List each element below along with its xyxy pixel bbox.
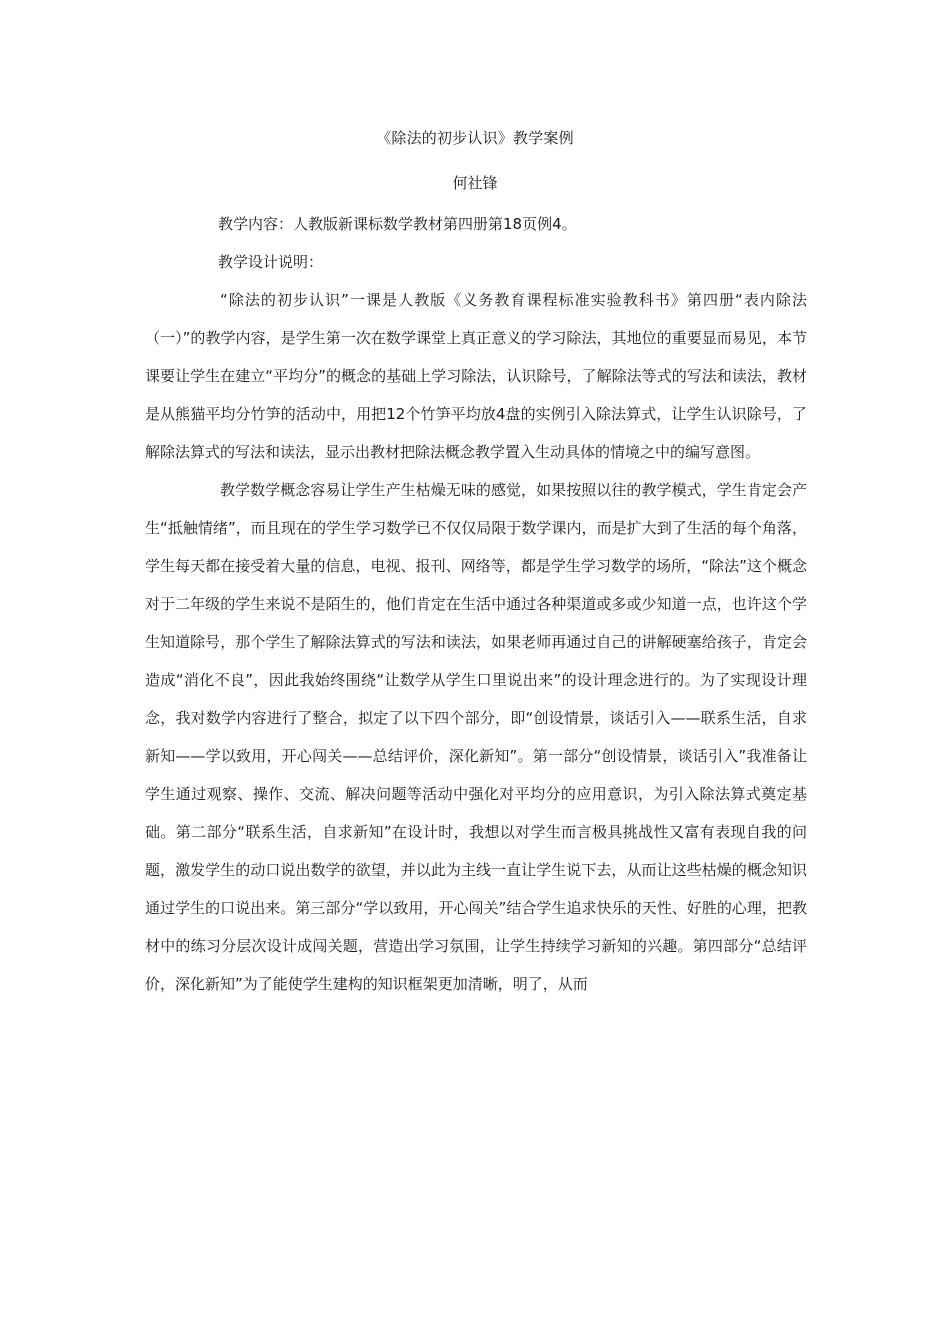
teaching-content-line: 教学内容：人教版新课标数学教材第四册第18页例4。: [218, 215, 577, 233]
body-paragraph: “除法的初步认识”一课是人教版《义务教育课程标准实验教科书》第四册“表内除法（一）”的教学内容，是学生第一次在数学课堂上真正意义的学习除法，其地位的重要显而易见，本节课要让学生在建立“平均分”的概念的基础上学习除法，认识除号，了解除法等式的写法和读法，教材是从熊猫平均分竹笋的活动中，用把12个竹笋平均放4盘的实例引入除法算式，让学生认识除号，了解除法算式的写法和读法，显示出教材把除法概念教学置入生动具体的情境之中的编写意图。: [145, 291, 807, 461]
design-notes-heading: 教学设计说明：: [218, 253, 324, 271]
document-title: 《除法的初步认识》教学案例: [376, 129, 574, 147]
document-body: [145, 205, 807, 1003]
body-paragraph: 教学数学概念容易让学生产生枯燥无味的感觉，如果按照以往的教学模式，学生肯定会产生“抵触情绪”，而且现在的学生学习数学已不仅仅局限于数学课内，而是扩大到了生活的每个角落，学生每天都在接受着大量的信息，电视、报刊、网络等，都是学生学习数学的场所，“除法”这个概念对于二年级的学生来说不是陌生的，他们肯定在生活中通过各种渠道或多或少知道一点，也许这个学生知道除号，那个学生了解除法算式的写法和读法，如果老师再通过自己的讲解硬塞给孩子，肯定会造成“消化不良”，因此我始终围绕“让数学从学生口里说出来”的设计理念进行的。为了实现设计理念，我对数学内容进行了整合，拟定了以下四个部分，即“创设情景，谈话引入——联系生活，自求新知——学以致用，开心闯关——总结评价，深化新知”。第一部分“创设情景，谈话引入”我准备让学生通过观察、操作、交流、解决问题等活动中强化对平均分的应用意识，为引入除法算式奠定基础。第二部分“联系生活，自求新知”在设计时，我想以对学生而言极具挑战性又富有表现自我的问题，激发学生的动口说出数学的欲望，并以此为主线一直让学生说下去，从而让这些枯燥的概念知识通过学生的口说出来。第三部分“学以致用，开心闯关”结合学生追求快乐的天性、好胜的心理，把教材中的练习分层次设计成闯关题，营造出学习氛围，让学生持续学习新知的兴趣。第四部分“总结评价，深化新知”为了能使学生建构的知识框架更加清晰，明了，从而: [145, 481, 807, 993]
document-author: 何社锋: [452, 174, 498, 192]
